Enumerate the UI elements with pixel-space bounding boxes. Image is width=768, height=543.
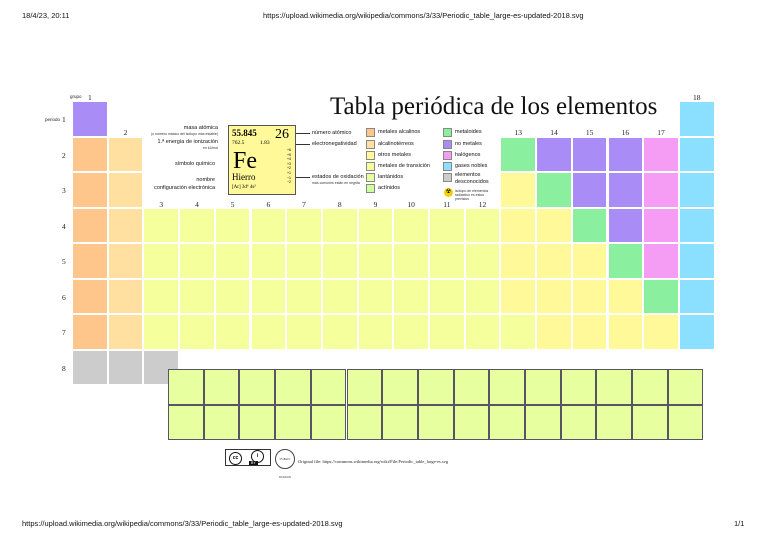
element-cell[interactable] [536, 137, 572, 173]
element-cell[interactable] [679, 101, 715, 137]
page-number: 1/1 [734, 519, 745, 528]
element-cell[interactable] [572, 243, 608, 279]
element-cell[interactable] [429, 243, 465, 279]
lanthanide-cell[interactable] [239, 369, 275, 405]
element-cell[interactable] [500, 208, 536, 244]
element-cell[interactable] [251, 243, 287, 279]
element-cell[interactable] [500, 243, 536, 279]
element-cell[interactable] [643, 314, 679, 350]
element-cell[interactable] [179, 314, 215, 350]
lanthanide-cell[interactable] [382, 369, 418, 405]
element-cell[interactable] [72, 208, 108, 244]
sample-symbol: Fe [233, 148, 257, 174]
lanthanide-cell[interactable] [418, 369, 454, 405]
element-cell[interactable] [536, 243, 572, 279]
element-cell[interactable] [465, 208, 501, 244]
key-atomic-number-label: número atómico [312, 130, 352, 136]
actinide-cell[interactable] [632, 405, 668, 441]
actinide-cell[interactable] [239, 405, 275, 441]
element-cell[interactable] [143, 314, 179, 350]
element-cell[interactable] [572, 137, 608, 173]
actinide-cell[interactable] [311, 405, 347, 441]
actinide-cell[interactable] [525, 405, 561, 441]
element-cell[interactable] [108, 137, 144, 173]
element-cell[interactable] [215, 279, 251, 315]
lanthanide-cell[interactable] [632, 369, 668, 405]
element-cell[interactable] [643, 137, 679, 173]
element-cell[interactable] [358, 243, 394, 279]
key-oxidation-label: estados de oxidación [312, 174, 364, 180]
legend-swatch-unknown [443, 173, 452, 182]
element-cell[interactable] [72, 101, 108, 137]
lanthanide-cell[interactable] [311, 369, 347, 405]
actinide-cell[interactable] [418, 405, 454, 441]
legend-halogen: halógenos [455, 152, 481, 158]
element-cell[interactable] [679, 279, 715, 315]
element-cell[interactable] [465, 314, 501, 350]
period-axis-label: periodo [45, 117, 61, 122]
legend-metalloid: metaloides [455, 129, 482, 135]
legend-swatch-alkali [366, 128, 375, 137]
element-cell[interactable] [608, 314, 644, 350]
legend-swatch-noble [443, 162, 452, 171]
group-number: 18 [692, 93, 701, 102]
table-title: Tabla periódica de los elementos [330, 93, 658, 120]
element-cell[interactable] [500, 314, 536, 350]
element-cell[interactable] [429, 208, 465, 244]
group-number: 5 [230, 200, 235, 209]
lanthanide-cell[interactable] [489, 369, 525, 405]
group-number: 12 [478, 200, 487, 209]
element-cell[interactable] [108, 314, 144, 350]
period-number: 4 [62, 221, 66, 231]
element-cell[interactable] [429, 279, 465, 315]
element-cell[interactable] [536, 314, 572, 350]
legend-act: actínidos [378, 185, 401, 191]
print-url-bottom[interactable]: https://upload.wikimedia.org/wikipedia/commons/3/33/Periodic_table_large-es-updated-2018.svg [22, 519, 343, 528]
source-link[interactable]: Original file: https://commons.wikimedia.org/wiki/File:Periodic_table_large-es.svg [298, 459, 449, 464]
actinide-cell[interactable] [454, 405, 490, 441]
element-cell[interactable] [393, 279, 429, 315]
key-pointer-ox [296, 177, 310, 178]
element-cell[interactable] [251, 314, 287, 350]
element-cell[interactable] [643, 208, 679, 244]
element-cell[interactable] [679, 243, 715, 279]
group-number: 2 [123, 128, 128, 137]
legend-swatch-alkaline [366, 140, 375, 149]
lanthanide-cell[interactable] [668, 369, 704, 405]
element-cell[interactable] [465, 243, 501, 279]
lanthanide-cell[interactable] [347, 369, 383, 405]
element-cell[interactable] [286, 243, 322, 279]
lanthanide-cell[interactable] [454, 369, 490, 405]
key-oxidation-note: más comunes están en negrita [312, 181, 360, 185]
element-cell[interactable] [643, 279, 679, 315]
sample-element-iron [228, 125, 296, 195]
period-number: 2 [62, 150, 66, 160]
period-number: 8 [62, 363, 66, 373]
period-number: 6 [62, 292, 66, 302]
sample-atomic-number: 26 [275, 127, 289, 142]
print-datetime: 18/4/23, 20:11 [22, 11, 70, 20]
radioactive-icon: ☢ [445, 189, 452, 195]
cc-by-label: BY [251, 461, 256, 465]
legend-unknown: elementos desconocidos [455, 172, 489, 185]
cc-license-badge[interactable] [225, 449, 271, 466]
element-cell[interactable] [108, 279, 144, 315]
element-cell[interactable] [143, 208, 179, 244]
sample-ionization: 762.5 [232, 140, 245, 146]
group-number: 10 [407, 200, 415, 209]
legend-swatch-transition [366, 162, 375, 171]
element-cell[interactable] [108, 243, 144, 279]
element-cell[interactable] [72, 314, 108, 350]
actinide-cell[interactable] [561, 405, 597, 441]
element-cell[interactable] [358, 279, 394, 315]
element-cell[interactable] [393, 243, 429, 279]
element-cell[interactable] [500, 137, 536, 173]
element-cell[interactable] [643, 172, 679, 208]
element-cell[interactable] [215, 314, 251, 350]
sample-mass: 55.845 [232, 128, 257, 138]
legend-lanth: lantánidos [378, 174, 404, 180]
element-cell[interactable] [143, 279, 179, 315]
actinide-cell[interactable] [204, 405, 240, 441]
group-number: 9 [373, 200, 378, 209]
sample-oxidation-states: +6 +5 +4 +3 +2 +1 −1 −2 [287, 148, 291, 185]
sample-electronegativity: 1.83 [260, 140, 270, 146]
group-axis-label: grupo [70, 94, 82, 99]
public-domain-badge[interactable]: PUBLIC DOMAIN [275, 449, 295, 469]
element-cell[interactable] [429, 314, 465, 350]
actinide-cell[interactable] [596, 405, 632, 441]
element-cell[interactable] [572, 208, 608, 244]
element-cell[interactable] [72, 137, 108, 173]
group-number: 16 [621, 128, 630, 137]
lanthanide-cell[interactable] [561, 369, 597, 405]
period-number: 3 [62, 186, 66, 195]
key-config-label: configuración electrónica [154, 185, 215, 191]
element-cell[interactable] [679, 172, 715, 208]
lanthanide-cell[interactable] [275, 369, 311, 405]
element-cell[interactable] [251, 279, 287, 315]
legend-swatch-act [366, 184, 375, 193]
element-cell[interactable] [572, 279, 608, 315]
group-number: 17 [657, 128, 665, 137]
element-cell[interactable] [608, 137, 644, 173]
element-cell[interactable] [286, 314, 322, 350]
group-number: 13 [514, 128, 522, 137]
lanthanide-cell[interactable] [204, 369, 240, 405]
group-number: 4 [195, 200, 199, 209]
print-url-top[interactable]: https://upload.wikimedia.org/wikipedia/commons/3/33/Periodic_table_large-es-updated-2018.svg [263, 11, 584, 20]
element-cell[interactable] [679, 137, 715, 173]
element-cell[interactable] [608, 172, 644, 208]
element-cell[interactable] [286, 279, 322, 315]
element-cell[interactable] [679, 314, 715, 350]
element-cell[interactable] [608, 208, 644, 244]
actinide-cell[interactable] [275, 405, 311, 441]
element-cell[interactable] [108, 350, 144, 386]
element-cell[interactable] [108, 208, 144, 244]
sample-name: Hierro [232, 172, 256, 182]
group-number: 6 [266, 200, 271, 209]
element-cell[interactable] [322, 243, 358, 279]
legend-swatch-metalloid [443, 128, 452, 137]
element-cell[interactable] [500, 279, 536, 315]
legend-transition: metales de transición [378, 163, 430, 169]
element-cell[interactable] [536, 172, 572, 208]
group-number: 15 [585, 128, 594, 137]
element-cell[interactable] [608, 243, 644, 279]
element-cell[interactable] [215, 243, 251, 279]
element-cell[interactable] [143, 243, 179, 279]
legend-alkaline: alcalinotérreos [378, 141, 414, 147]
element-cell[interactable] [72, 172, 108, 208]
legend-alkali: metales alcalinos [378, 129, 421, 135]
key-ie-unit: en kJ/mol [203, 146, 218, 150]
element-cell[interactable] [286, 208, 322, 244]
key-ie-label: 1.ª energía de ionización [157, 139, 218, 145]
element-cell[interactable] [393, 208, 429, 244]
actinide-cell[interactable] [347, 405, 383, 441]
period-number: 1 [62, 115, 66, 124]
element-cell[interactable] [572, 172, 608, 208]
element-cell[interactable] [679, 208, 715, 244]
period-number: 5 [62, 257, 66, 266]
element-cell[interactable] [215, 208, 251, 244]
cc-icon: cc [229, 452, 242, 465]
element-cell[interactable] [322, 314, 358, 350]
legend-swatch-halogen [443, 151, 452, 160]
element-cell[interactable] [179, 279, 215, 315]
actinide-cell[interactable] [168, 405, 204, 441]
actinide-cell[interactable] [489, 405, 525, 441]
radioactive-note: isótopo de elementos radiactivo es estos previstos [455, 189, 489, 201]
element-cell[interactable] [358, 208, 394, 244]
element-cell[interactable] [358, 314, 394, 350]
actinide-cell[interactable] [382, 405, 418, 441]
sample-config: [Ar] 3d⁶ 4s² [232, 185, 256, 190]
lanthanide-cell[interactable] [596, 369, 632, 405]
element-cell[interactable] [251, 208, 287, 244]
legend-post: otros metales [378, 152, 412, 158]
element-cell[interactable] [536, 279, 572, 315]
element-cell[interactable] [179, 208, 215, 244]
period-number: 7 [62, 328, 66, 337]
legend-swatch-lanth [366, 173, 375, 182]
element-cell[interactable] [608, 279, 644, 315]
element-cell[interactable] [72, 350, 108, 386]
key-mass-label: masa atómica [183, 125, 218, 131]
key-pointer-number [296, 133, 310, 134]
element-cell[interactable] [572, 314, 608, 350]
element-cell[interactable] [72, 243, 108, 279]
key-pointer-en [296, 144, 310, 145]
element-cell[interactable] [72, 279, 108, 315]
group-number: 3 [159, 200, 164, 209]
attribution-icon: i [251, 450, 264, 463]
group-number: 7 [302, 200, 306, 209]
element-cell[interactable] [465, 279, 501, 315]
element-cell[interactable] [643, 243, 679, 279]
element-cell[interactable] [108, 172, 144, 208]
key-symbol-label: símbolo químico [174, 161, 215, 167]
lanthanide-cell[interactable] [168, 369, 204, 405]
legend-nonmetal: no metales [455, 141, 482, 147]
element-cell[interactable] [500, 172, 536, 208]
group-number: 11 [443, 200, 451, 209]
legend-swatch-nonmetal [443, 140, 452, 149]
group-number: 8 [337, 200, 342, 209]
key-mass-note: (o número másico del isótopo más estable) [151, 132, 218, 136]
element-cell[interactable] [322, 208, 358, 244]
group-number: 1 [87, 93, 92, 102]
key-electronegativity-label: electronegatividad [312, 141, 357, 147]
legend-noble: gases nobles [455, 163, 488, 169]
element-cell[interactable] [393, 314, 429, 350]
key-name-label: nombre [196, 177, 215, 183]
element-cell[interactable] [179, 243, 215, 279]
group-number: 14 [550, 128, 558, 137]
lanthanide-cell[interactable] [525, 369, 561, 405]
legend-swatch-post [366, 151, 375, 160]
element-cell[interactable] [322, 279, 358, 315]
actinide-cell[interactable] [668, 405, 704, 441]
element-cell[interactable] [536, 208, 572, 244]
